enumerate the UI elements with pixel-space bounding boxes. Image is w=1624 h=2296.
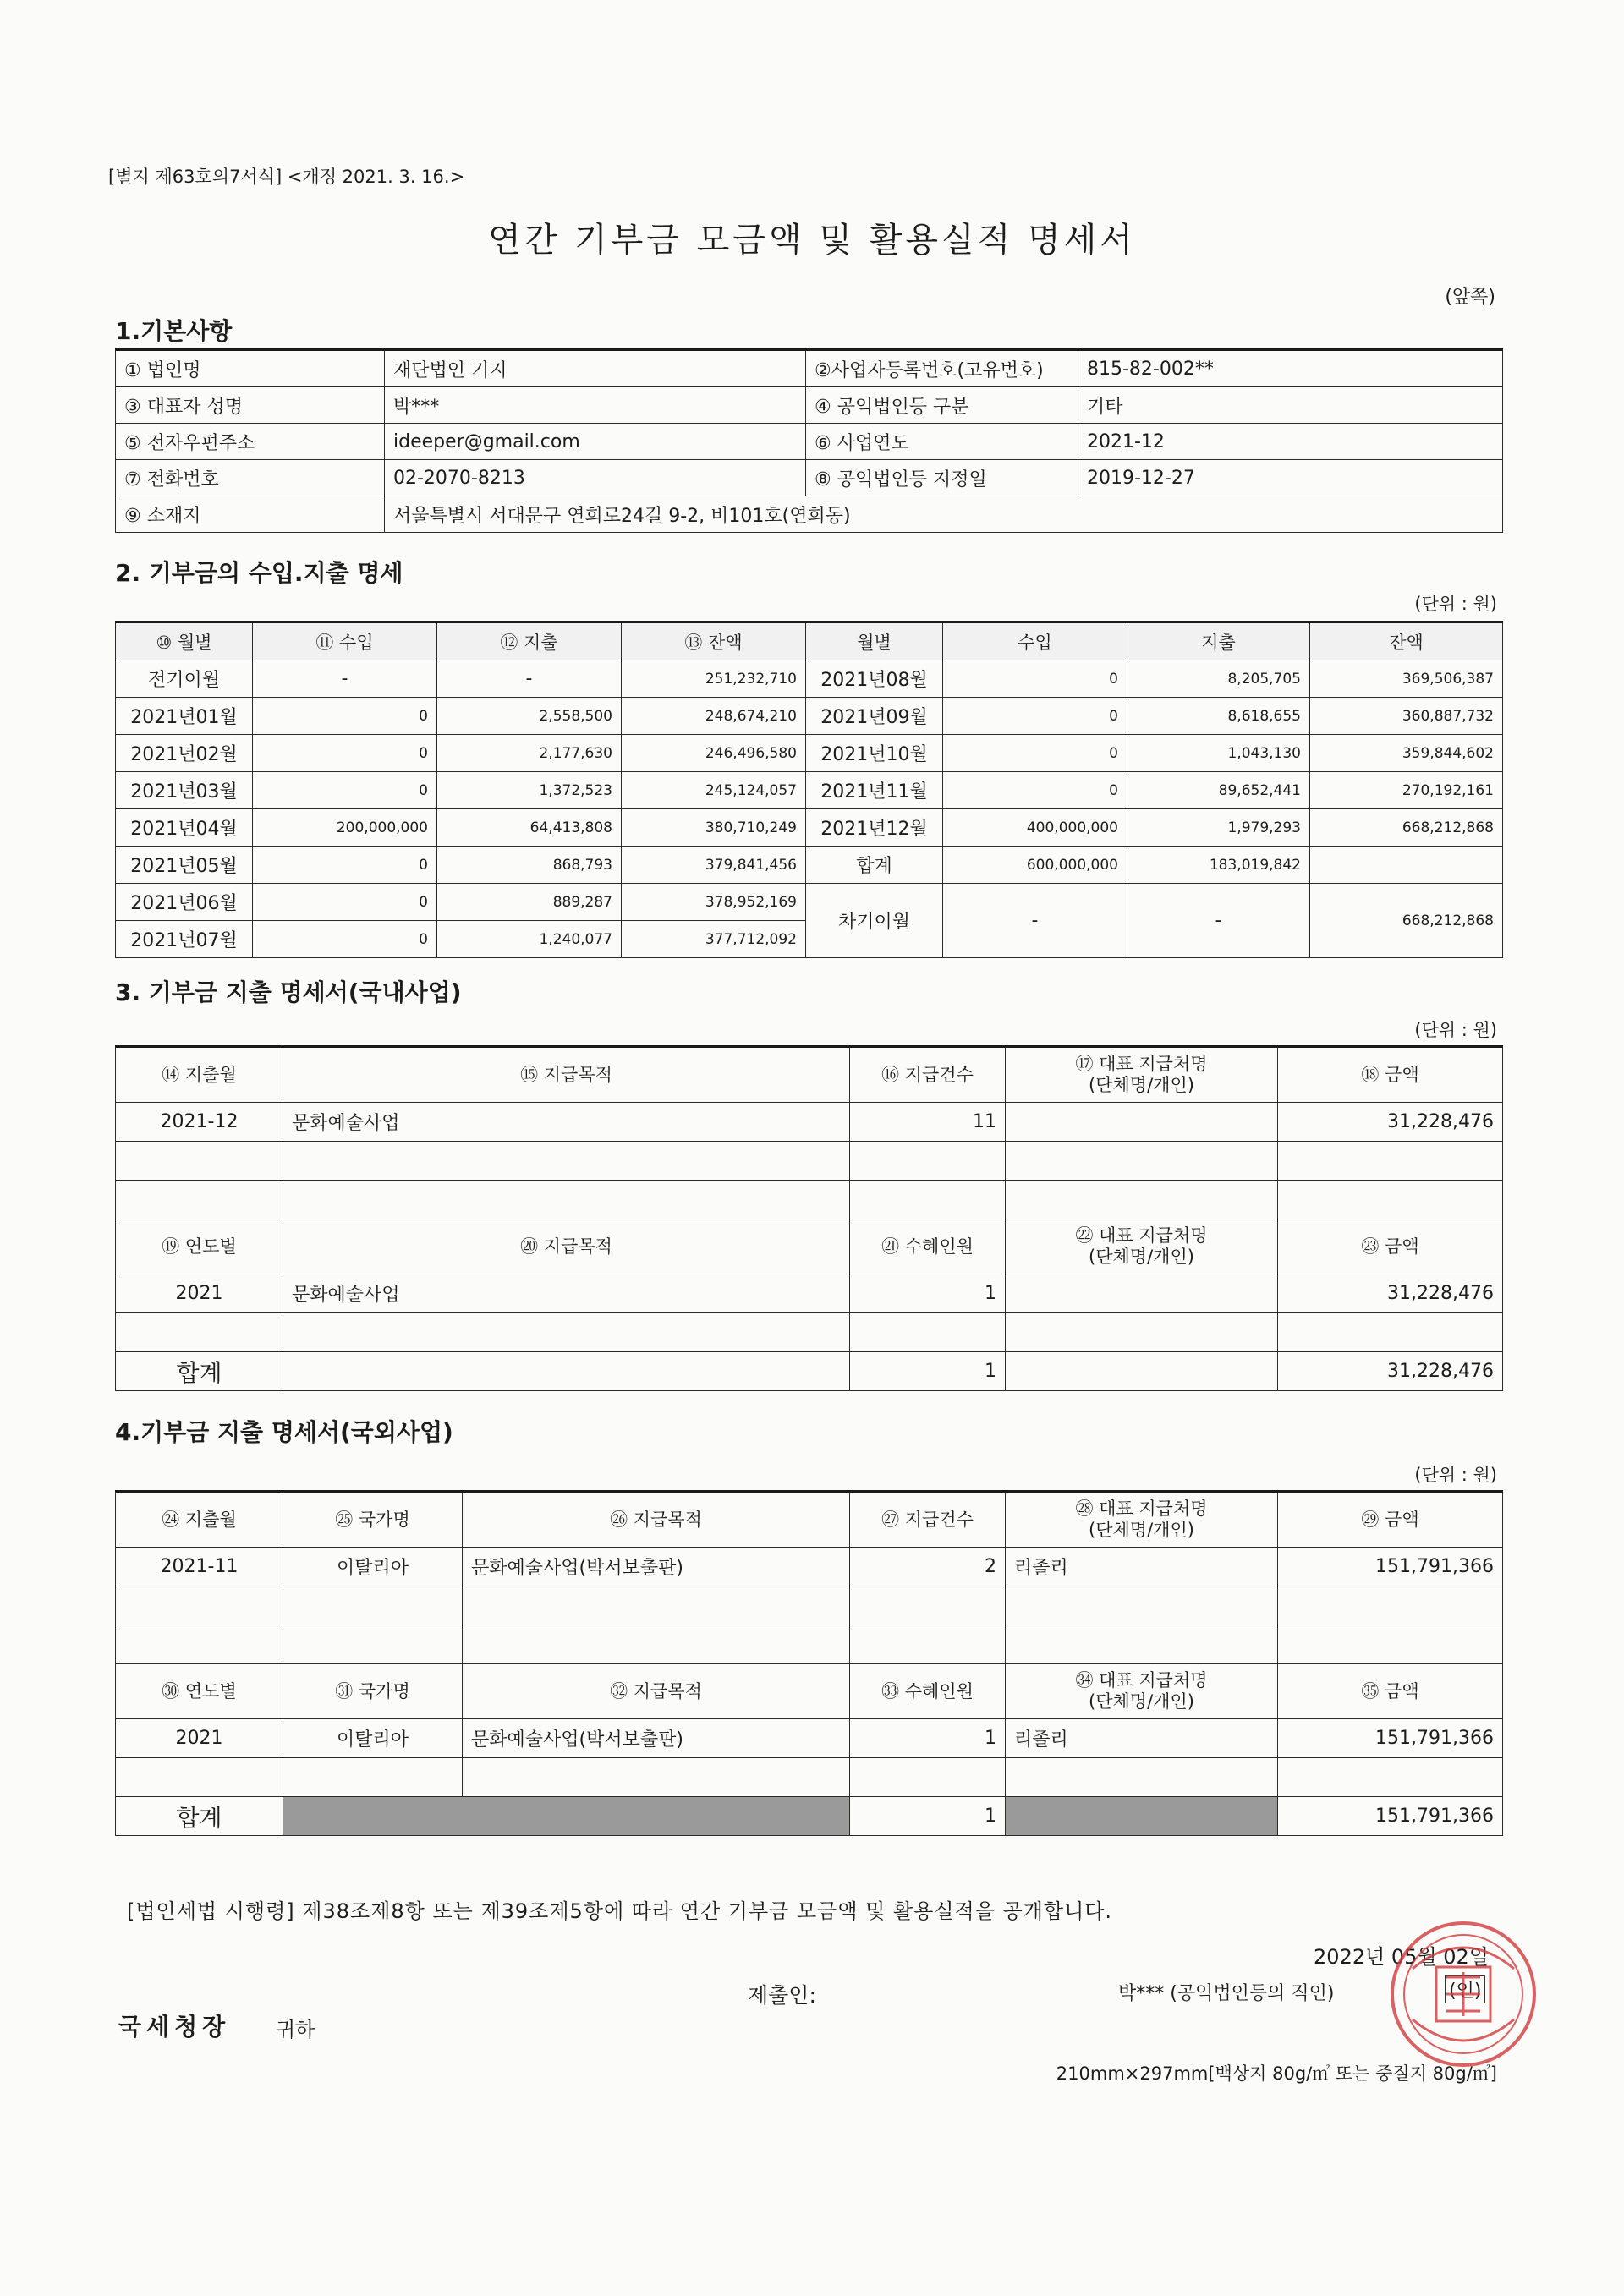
overseas-header xyxy=(116,1492,1503,1548)
total-label: 합계 xyxy=(806,847,943,884)
total-recipient xyxy=(1006,1352,1278,1391)
balance-cell: 360,887,732 xyxy=(1310,698,1503,735)
table-row xyxy=(116,1758,1503,1797)
header-expense-2: 지출 xyxy=(1127,622,1310,660)
section-1-title: 1.기본사항 xyxy=(115,317,233,345)
expense-cell: 889,287 xyxy=(437,884,622,921)
domestic-header xyxy=(116,1047,1503,1103)
form-reference: [별지 제63호의7서식] <개정 2021. 3. 16.> xyxy=(108,167,465,187)
table-row xyxy=(116,1142,1503,1181)
header-recipient-line1: ㉘ 대표 지급처명 xyxy=(1075,1499,1208,1519)
balance-cell: 251,232,710 xyxy=(622,660,806,698)
header-purpose: ⑮ 지급목적 xyxy=(283,1047,850,1103)
basic-row xyxy=(116,387,1503,424)
header-payment-count: ⑯ 지급건수 xyxy=(850,1047,1006,1103)
header-income-2: 수입 xyxy=(943,622,1127,660)
basic-row xyxy=(116,350,1503,387)
expense-cell: 868,793 xyxy=(437,847,622,884)
value-business-number: 815-82-002** xyxy=(1078,350,1503,387)
header-income: ⑪ 수입 xyxy=(253,622,437,660)
label-corp-name: ① 법인명 xyxy=(116,350,385,387)
legal-notice: [법인세법 시행령] 제38조제8항 또는 제39조제5항에 따라 연간 기부금 모금액 및 활용실적을 공개합니다. xyxy=(127,1899,1113,1923)
table-row xyxy=(116,772,1503,809)
header-balance-2: 잔액 xyxy=(1310,622,1503,660)
amount-cell: 31,228,476 xyxy=(1278,1103,1503,1142)
label-phone: ⑦ 전화번호 xyxy=(116,460,385,496)
section-3-title: 3. 기부금 지출 명세서(국내사업) xyxy=(115,978,462,1006)
header-recipient-line2: (단체명/개인) xyxy=(1089,1247,1194,1267)
value-corp-type: 기타 xyxy=(1078,387,1503,424)
header-recipient-line1: ㉞ 대표 지급처명 xyxy=(1075,1670,1208,1690)
seal-mark: (인) xyxy=(1445,1975,1485,2003)
balance-cell: 246,496,580 xyxy=(622,735,806,772)
total-purpose xyxy=(283,1352,850,1391)
header-payment-count: ㉗ 지급건수 xyxy=(850,1492,1006,1548)
table-row xyxy=(116,1313,1503,1352)
table-row xyxy=(116,809,1503,847)
unit-label: (단위 : 원) xyxy=(1414,1465,1497,1485)
amount-cell: 31,228,476 xyxy=(1278,1274,1503,1313)
income-cell: 0 xyxy=(943,698,1127,735)
expense-cell: 2,177,630 xyxy=(437,735,622,772)
header-year: ㉚ 연도별 xyxy=(116,1664,283,1719)
carry-forward-balance: 668,212,868 xyxy=(1310,884,1503,958)
income-cell: 400,000,000 xyxy=(943,809,1127,847)
carry-forward-label: 차기이월 xyxy=(806,884,943,958)
recipient-suffix: 귀하 xyxy=(276,2018,315,2041)
balance-cell: 378,952,169 xyxy=(622,884,806,921)
value-email: ideeper@gmail.com xyxy=(385,424,806,460)
income-cell: 0 xyxy=(943,660,1127,698)
shaded-cell xyxy=(283,1797,850,1836)
header-month-2: 월별 xyxy=(806,622,943,660)
country-cell: 이탈리아 xyxy=(283,1719,463,1758)
income-expense-header xyxy=(116,622,1503,660)
header-beneficiaries: ㉑ 수혜인원 xyxy=(850,1219,1006,1274)
value-address: 서울특별시 서대문구 연희로24길 9-2, 비101호(연희동) xyxy=(385,496,1503,533)
value-corp-name: 재단법인 기지 xyxy=(385,350,806,387)
header-purpose-2: ㉜ 지급목적 xyxy=(463,1664,850,1719)
amount-cell: 151,791,366 xyxy=(1278,1548,1503,1586)
month-cell: 2021년11월 xyxy=(806,772,943,809)
header-amount: ⑱ 금액 xyxy=(1278,1047,1503,1103)
basic-row xyxy=(116,424,1503,460)
header-recipient-line2: (단체명/개인) xyxy=(1089,1691,1194,1712)
balance-cell: 359,844,602 xyxy=(1310,735,1503,772)
income-cell: 0 xyxy=(253,772,437,809)
value-fiscal-year: 2021-12 xyxy=(1078,424,1503,460)
header-recipient-line2: (단체명/개인) xyxy=(1089,1075,1194,1095)
document-title: 연간 기부금 모금액 및 활용실적 명세서 xyxy=(488,221,1136,260)
total-row xyxy=(116,1352,1503,1391)
header-recipient xyxy=(1006,1492,1278,1548)
year-cell: 2021 xyxy=(116,1719,283,1758)
beneficiaries-cell: 1 xyxy=(850,1719,1006,1758)
overseas-header-2 xyxy=(116,1664,1503,1719)
income-cell: 200,000,000 xyxy=(253,809,437,847)
country-cell: 이탈리아 xyxy=(283,1548,463,1586)
header-beneficiaries: ㉝ 수혜인원 xyxy=(850,1664,1006,1719)
expense-cell: 1,043,130 xyxy=(1127,735,1310,772)
amount-cell: 151,791,366 xyxy=(1278,1719,1503,1758)
table-row xyxy=(116,847,1503,884)
table-row xyxy=(116,1103,1503,1142)
total-amount: 31,228,476 xyxy=(1278,1352,1503,1391)
table-row xyxy=(116,735,1503,772)
total-expense: 183,019,842 xyxy=(1127,847,1310,884)
month-cell: 2021년04월 xyxy=(116,809,253,847)
header-recipient-2 xyxy=(1006,1219,1278,1274)
month-cell: 2021년08월 xyxy=(806,660,943,698)
month-cell: 2021년06월 xyxy=(116,884,253,921)
expense-cell: 64,413,808 xyxy=(437,809,622,847)
total-label: 합계 xyxy=(116,1352,283,1391)
purpose-cell: 문화예술사업 xyxy=(283,1103,850,1142)
carry-forward-income: - xyxy=(943,884,1127,958)
expense-cell: 1,372,523 xyxy=(437,772,622,809)
table-row xyxy=(116,1274,1503,1313)
carry-forward-expense: - xyxy=(1127,884,1310,958)
label-designation-date: ⑧ 공익법인등 지정일 xyxy=(806,460,1078,496)
income-cell: 0 xyxy=(253,884,437,921)
income-cell: 0 xyxy=(253,735,437,772)
expense-cell: 1,240,077 xyxy=(437,921,622,958)
table-row xyxy=(116,884,1503,921)
balance-cell: 668,212,868 xyxy=(1310,809,1503,847)
expense-cell: 1,979,293 xyxy=(1127,809,1310,847)
section-4-title: 4.기부금 지출 명세서(국외사업) xyxy=(115,1418,453,1446)
submission-date: 2022년 05월 02일 xyxy=(1314,1945,1489,1969)
balance-cell: 377,712,092 xyxy=(622,921,806,958)
expense-month-cell: 2021-11 xyxy=(116,1548,283,1586)
official-seal-icon xyxy=(1387,1918,1539,2070)
expense-cell: 2,558,500 xyxy=(437,698,622,735)
balance-cell: 379,841,456 xyxy=(622,847,806,884)
basic-row xyxy=(116,460,1503,496)
month-cell: 2021년12월 xyxy=(806,809,943,847)
header-month: ⑩ 월별 xyxy=(116,622,253,660)
balance-cell: 248,674,210 xyxy=(622,698,806,735)
label-business-number: ②사업자등록번호(고유번호) xyxy=(806,350,1078,387)
label-address: ⑨ 소재지 xyxy=(116,496,385,533)
recipient-cell xyxy=(1006,1103,1278,1142)
header-purpose: ㉖ 지급목적 xyxy=(463,1492,850,1548)
income-expense-table xyxy=(115,621,1503,958)
header-recipient xyxy=(1006,1047,1278,1103)
basic-info-table xyxy=(115,348,1503,533)
count-cell: 11 xyxy=(850,1103,1006,1142)
table-row xyxy=(116,1548,1503,1586)
header-recipient-line1: ⑰ 대표 지급처명 xyxy=(1075,1054,1208,1074)
table-row xyxy=(116,1586,1503,1625)
basic-row xyxy=(116,496,1503,533)
header-expense: ⑫ 지출 xyxy=(437,622,622,660)
month-cell: 2021년05월 xyxy=(116,847,253,884)
table-row xyxy=(116,698,1503,735)
income-cell: - xyxy=(253,660,437,698)
balance-cell: 380,710,249 xyxy=(622,809,806,847)
expense-month-cell: 2021-12 xyxy=(116,1103,283,1142)
total-income: 600,000,000 xyxy=(943,847,1127,884)
month-cell: 2021년03월 xyxy=(116,772,253,809)
purpose-cell: 문화예술사업 xyxy=(283,1274,850,1313)
header-amount: ㉙ 금액 xyxy=(1278,1492,1503,1548)
total-amount: 151,791,366 xyxy=(1278,1797,1503,1836)
label-email: ⑤ 전자우편주소 xyxy=(116,424,385,460)
paper-spec: 210mm×297mm[백상지 80g/㎡ 또는 중질지 80g/㎡] xyxy=(1056,2063,1497,2084)
year-cell: 2021 xyxy=(116,1274,283,1313)
header-expense-month: ⑭ 지출월 xyxy=(116,1047,283,1103)
table-row xyxy=(116,1625,1503,1664)
beneficiaries-cell: 1 xyxy=(850,1274,1006,1313)
month-cell: 전기이월 xyxy=(116,660,253,698)
income-cell: 0 xyxy=(253,921,437,958)
month-cell: 2021년09월 xyxy=(806,698,943,735)
header-recipient-line2: (단체명/개인) xyxy=(1089,1520,1194,1540)
month-cell: 2021년02월 xyxy=(116,735,253,772)
recipient-cell: 리졸리 xyxy=(1006,1548,1278,1586)
header-year: ⑲ 연도별 xyxy=(116,1219,283,1274)
total-row xyxy=(116,1797,1503,1836)
label-fiscal-year: ⑥ 사업연도 xyxy=(806,424,1078,460)
month-cell: 2021년01월 xyxy=(116,698,253,735)
value-representative: 박*** xyxy=(385,387,806,424)
recipient-authority: 국세청장 xyxy=(118,2013,231,2041)
expense-cell: 89,652,441 xyxy=(1127,772,1310,809)
side-indicator: (앞쪽) xyxy=(1445,287,1495,308)
shaded-cell xyxy=(1006,1797,1278,1836)
month-cell: 2021년07월 xyxy=(116,921,253,958)
submitter-label: 제출인: xyxy=(748,1983,816,2008)
recipient-cell xyxy=(1006,1274,1278,1313)
header-purpose-2: ⑳ 지급목적 xyxy=(283,1219,850,1274)
income-cell: 0 xyxy=(943,772,1127,809)
balance-cell: 270,192,161 xyxy=(1310,772,1503,809)
header-amount-2: ㉟ 금액 xyxy=(1278,1664,1503,1719)
expense-cell: 8,618,655 xyxy=(1127,698,1310,735)
total-label: 합계 xyxy=(116,1797,283,1836)
total-balance xyxy=(1310,847,1503,884)
unit-label: (단위 : 원) xyxy=(1414,1020,1497,1040)
section-2-title: 2. 기부금의 수입.지출 명세 xyxy=(115,559,403,587)
header-expense-month: ㉔ 지출월 xyxy=(116,1492,283,1548)
domestic-expense-table xyxy=(115,1045,1503,1391)
balance-cell: 245,124,057 xyxy=(622,772,806,809)
count-cell: 2 xyxy=(850,1548,1006,1586)
table-row xyxy=(116,660,1503,698)
header-amount-2: ㉓ 금액 xyxy=(1278,1219,1503,1274)
table-row xyxy=(116,1181,1503,1219)
purpose-cell: 문화예술사업(박서보출판) xyxy=(463,1548,850,1586)
unit-label: (단위 : 원) xyxy=(1414,594,1497,614)
income-cell: 0 xyxy=(253,847,437,884)
purpose-cell: 문화예술사업(박서보출판) xyxy=(463,1719,850,1758)
expense-cell: 8,205,705 xyxy=(1127,660,1310,698)
income-cell: 0 xyxy=(253,698,437,735)
month-cell: 2021년10월 xyxy=(806,735,943,772)
submitter-name: 박*** (공익법인등의 직인) xyxy=(1118,1983,1335,2004)
overseas-expense-table xyxy=(115,1490,1503,1836)
header-balance: ⑬ 잔액 xyxy=(622,622,806,660)
income-cell: 0 xyxy=(943,735,1127,772)
label-representative: ③ 대표자 성명 xyxy=(116,387,385,424)
total-beneficiaries: 1 xyxy=(850,1352,1006,1391)
recipient-cell: 리졸리 xyxy=(1006,1719,1278,1758)
value-phone: 02-2070-8213 xyxy=(385,460,806,496)
label-corp-type: ④ 공익법인등 구분 xyxy=(806,387,1078,424)
header-country: ㉕ 국가명 xyxy=(283,1492,463,1548)
balance-cell: 369,506,387 xyxy=(1310,660,1503,698)
header-recipient-2 xyxy=(1006,1664,1278,1719)
table-row xyxy=(116,1719,1503,1758)
header-country-2: ㉛ 국가명 xyxy=(283,1664,463,1719)
expense-cell: - xyxy=(437,660,622,698)
header-recipient-line1: ㉒ 대표 지급처명 xyxy=(1075,1225,1208,1246)
value-designation-date: 2019-12-27 xyxy=(1078,460,1503,496)
total-beneficiaries: 1 xyxy=(850,1797,1006,1836)
domestic-header-2 xyxy=(116,1219,1503,1274)
